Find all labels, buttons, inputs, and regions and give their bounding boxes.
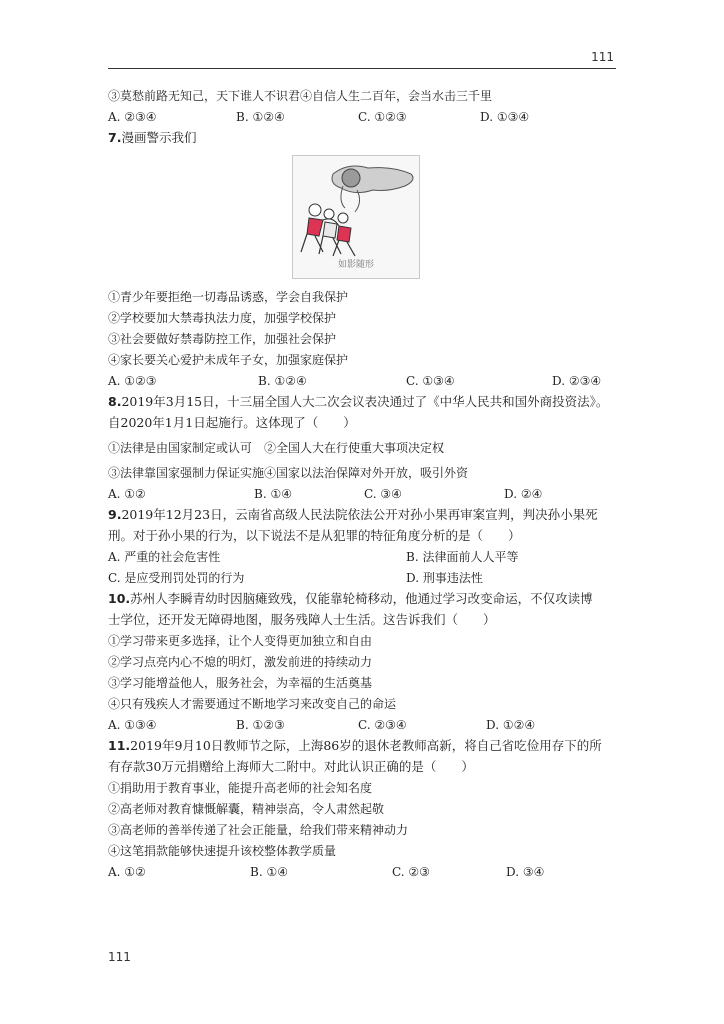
q11-stem-text: 2019年9月10日教师节之际，上海86岁的退休老教师高新，将自己省吃俭用存下的所 bbox=[130, 738, 602, 753]
q7-item: ①青少年要拒绝一切毒品诱惑，学会自我保护 bbox=[108, 290, 349, 304]
q10-option-b: B. ①②③ bbox=[236, 718, 285, 732]
q11-option-a: A. ①② bbox=[108, 865, 146, 879]
q11-option-d: D. ③④ bbox=[506, 865, 545, 879]
q11-stem-line2: 有存款30万元捐赠给上海师大二附中。对此认识正确的是（ ） bbox=[108, 759, 474, 774]
q10-stem-text: 苏州人李瞬青幼时因脑瘫致残，仅能靠轮椅移动，他通过学习改变命运，不仅攻读博 bbox=[130, 591, 593, 606]
q7-number: 7. bbox=[108, 130, 122, 145]
q10-stem-line2: 士学位，还开发无障碍地图，服务残障人士生活。这告诉我们（ ） bbox=[108, 612, 496, 627]
q6-option-a: A. ②③④ bbox=[108, 110, 157, 124]
q11-item: ①捐助用于教育事业，能提升高老师的社会知名度 bbox=[108, 781, 373, 795]
q8-option-d: D. ②④ bbox=[504, 487, 543, 501]
q7-stem-text: 漫画警示我们 bbox=[121, 130, 197, 145]
q9-options-row1 bbox=[108, 547, 618, 568]
q6-option-b: B. ①②④ bbox=[236, 110, 285, 124]
q11-option-b: B. ①④ bbox=[250, 865, 288, 879]
q10-options bbox=[108, 715, 618, 736]
q10-option-d: D. ①②④ bbox=[486, 718, 536, 732]
header-page-number: 111 bbox=[591, 50, 614, 64]
q7-item: ④家长要关心爱护未成年子女，加强家庭保护 bbox=[108, 353, 349, 367]
q8-item-line1: ①法律是由国家制定或认可 ②全国人大在行使重大事项决定权 bbox=[108, 441, 445, 455]
q7-option-b: B. ①②④ bbox=[258, 374, 307, 388]
question-content bbox=[108, 86, 618, 883]
q11-options bbox=[108, 862, 618, 883]
q7-item: ③社会要做好禁毒防控工作，加强社会保护 bbox=[108, 332, 337, 346]
q10-option-a: A. ①③④ bbox=[108, 718, 157, 732]
q6-option-d: D. ①③④ bbox=[480, 110, 530, 124]
q9-stem-line2: 刑。对于孙小果的行为，以下说法不是从犯罪的特征角度分析的是（ ） bbox=[108, 528, 521, 543]
q11-option-c: C. ②③ bbox=[392, 865, 430, 879]
q9-number: 9. bbox=[108, 507, 122, 522]
q7-option-a: A. ①②③ bbox=[108, 374, 157, 388]
q11-stem-line1 bbox=[108, 736, 618, 757]
q6-options bbox=[108, 107, 618, 128]
q9-stem-line1 bbox=[108, 505, 618, 526]
q11-item: ②高老师对教育慷慨解囊，精神崇高，令人肃然起敬 bbox=[108, 802, 385, 816]
q7-option-c: C. ①③④ bbox=[406, 374, 455, 388]
q10-item: ④只有残疾人才需要通过不断地学习来改变自己的命运 bbox=[108, 697, 397, 711]
q11-number: 11. bbox=[108, 738, 131, 753]
q9-option-a: A. 严重的社会危害性 bbox=[108, 550, 221, 564]
q8-options bbox=[108, 484, 618, 505]
q11-item: ④这笔捐款能够快速提升该校整体教学质量 bbox=[108, 844, 337, 858]
q7-item: ②学校要加大禁毒执法力度，加强学校保护 bbox=[108, 311, 337, 325]
footer-page-number: 111 bbox=[108, 950, 131, 964]
q9-option-b: B. 法律面前人人平等 bbox=[406, 550, 519, 564]
q6-option-c: C. ①②③ bbox=[358, 110, 407, 124]
q9-options-row2 bbox=[108, 568, 618, 589]
q8-option-b: B. ①④ bbox=[254, 487, 292, 501]
q7-option-d: D. ②③④ bbox=[552, 374, 602, 388]
q8-option-a: A. ①② bbox=[108, 487, 146, 501]
q10-stem-line1 bbox=[108, 589, 618, 610]
q9-stem-text: 2019年12月23日，云南省高级人民法院依法公开对孙小果再审案宣判，判决孙小果死 bbox=[121, 507, 598, 522]
q8-number: 8. bbox=[108, 394, 122, 409]
q11-item: ③高老师的善举传递了社会正能量，给我们带来精神动力 bbox=[108, 823, 409, 837]
q8-stem-line1 bbox=[108, 392, 618, 413]
q10-option-c: C. ②③④ bbox=[358, 718, 407, 732]
q8-option-c: C. ③④ bbox=[364, 487, 402, 501]
q8-item-line2: ③法律靠国家强制力保证实施④国家以法治保障对外开放，吸引外资 bbox=[108, 466, 469, 480]
cartoon-image bbox=[292, 155, 420, 279]
q10-item: ②学习点亮内心不熄的明灯，激发前进的持续动力 bbox=[108, 655, 373, 669]
q10-item: ③学习能增益他人，服务社会，为幸福的生活奠基 bbox=[108, 676, 373, 690]
q6-item-line: ③莫愁前路无知己，天下谁人不识君④自信人生二百年，会当水击三千里 bbox=[108, 89, 493, 103]
q9-option-c: C. 是应受刑罚处罚的行为 bbox=[108, 571, 245, 585]
q8-stem-text: 2019年3月15日，十三届全国人大二次会议表决通过了《中华人民共和国外商投资法》。 bbox=[121, 394, 609, 409]
q8-stem-line2: 自2020年1月1日起施行。这体现了（ ） bbox=[108, 415, 356, 430]
q9-option-d: D. 刑事违法性 bbox=[406, 571, 483, 585]
q7-options bbox=[108, 371, 618, 392]
header-rule bbox=[108, 68, 616, 69]
q10-item: ①学习带来更多选择，让个人变得更加独立和自由 bbox=[108, 634, 373, 648]
cartoon-caption: 如影随形 bbox=[337, 260, 374, 270]
q7-stem bbox=[108, 128, 618, 149]
q10-number: 10. bbox=[108, 591, 131, 606]
